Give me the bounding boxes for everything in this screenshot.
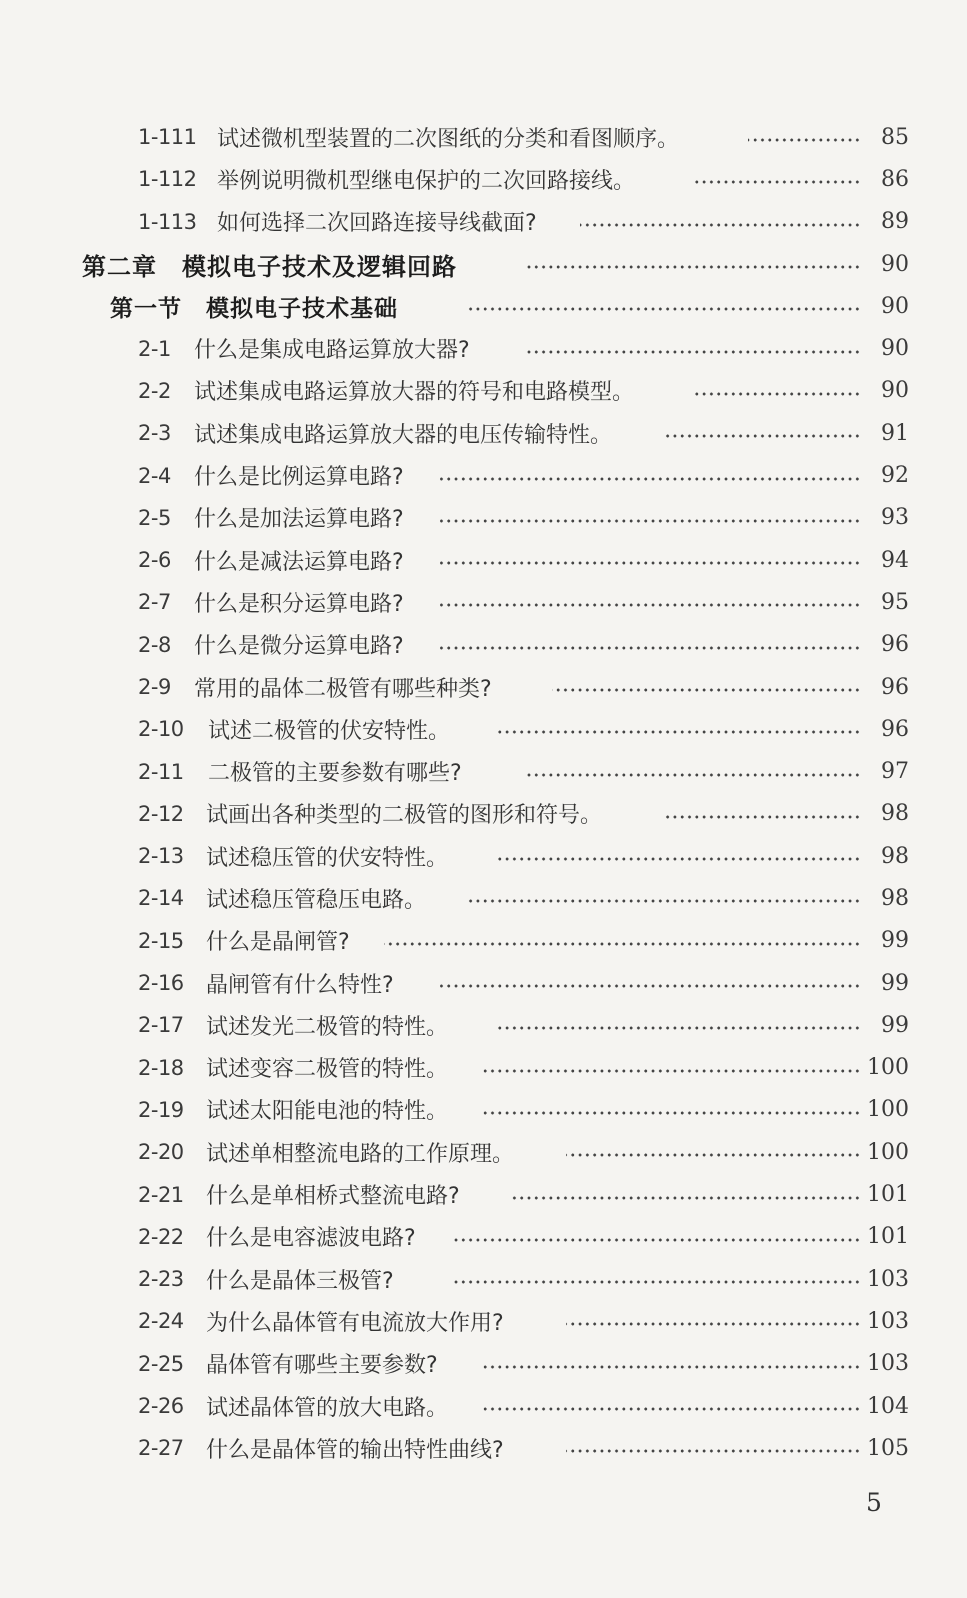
toc-entry bbox=[0, 1047, 967, 1089]
toc-entry bbox=[0, 750, 967, 792]
entry-page-number: 99 bbox=[881, 970, 909, 996]
dot-leader bbox=[580, 223, 861, 227]
entry-number: 2-7 bbox=[138, 590, 171, 615]
dot-leader bbox=[566, 1449, 861, 1453]
dot-leader bbox=[748, 138, 861, 142]
entry-title: 试述集成电路运算放大器的符号和电路模型。 bbox=[194, 380, 635, 406]
toc-entry bbox=[0, 1385, 967, 1427]
dot-leader bbox=[482, 1407, 861, 1411]
toc-entry bbox=[0, 370, 967, 412]
entry-number: 2-24 bbox=[138, 1309, 184, 1334]
entry-title: 试述单相整流电路的工作原理。 bbox=[206, 1141, 515, 1167]
dot-leader bbox=[496, 730, 861, 734]
section-entry bbox=[0, 285, 967, 327]
entry-number: 2-21 bbox=[138, 1182, 184, 1207]
entry-page-number: 95 bbox=[881, 589, 909, 615]
entry-page-number: 98 bbox=[881, 843, 909, 869]
entry-title: 什么是积分运算电路? bbox=[194, 591, 404, 617]
entry-page-number: 103 bbox=[867, 1351, 909, 1377]
entry-number: 2-20 bbox=[138, 1140, 184, 1165]
toc-entry bbox=[0, 327, 967, 369]
entry-number: 2-26 bbox=[138, 1394, 184, 1419]
entry-number: 2-23 bbox=[138, 1267, 184, 1292]
entry-title: 什么是晶闸管? bbox=[206, 930, 350, 956]
footer-page-number: 5 bbox=[866, 1488, 882, 1517]
entry-page-number: 96 bbox=[881, 674, 909, 700]
toc-entry bbox=[0, 708, 967, 750]
dot-leader bbox=[440, 603, 861, 607]
entry-title: 试述晶体管的放大电路。 bbox=[206, 1395, 449, 1421]
entry-number: 2-25 bbox=[138, 1351, 184, 1376]
entry-page-number: 99 bbox=[881, 1012, 909, 1038]
entry-page-number: 90 bbox=[881, 336, 909, 362]
dot-leader bbox=[440, 984, 861, 988]
toc-entry bbox=[0, 116, 967, 158]
dot-leader bbox=[566, 1153, 861, 1157]
toc-entry bbox=[0, 158, 967, 200]
entry-title: 什么是单相桥式整流电路? bbox=[206, 1184, 460, 1210]
entry-title: 什么是晶体管的输出特性曲线? bbox=[206, 1437, 504, 1463]
dot-leader bbox=[454, 1280, 861, 1284]
entry-title: 第二章 模拟电子技术及逻辑回路 bbox=[82, 251, 457, 281]
entry-page-number: 96 bbox=[881, 632, 909, 658]
entry-page-number: 92 bbox=[881, 463, 909, 489]
entry-number: 1-112 bbox=[138, 167, 197, 192]
dot-leader bbox=[524, 265, 861, 269]
entry-page-number: 97 bbox=[881, 759, 909, 785]
toc-entry bbox=[0, 793, 967, 835]
dot-leader bbox=[482, 1111, 861, 1115]
entry-title: 什么是电容滤波电路? bbox=[206, 1226, 416, 1252]
toc-entry bbox=[0, 1427, 967, 1469]
toc-entry bbox=[0, 581, 967, 623]
entry-number: 2-13 bbox=[138, 844, 184, 869]
toc-entry bbox=[0, 539, 967, 581]
entry-title: 试述稳压管的伏安特性。 bbox=[206, 845, 449, 871]
toc-entry bbox=[0, 412, 967, 454]
dot-leader bbox=[440, 477, 861, 481]
entry-number: 2-3 bbox=[138, 421, 171, 446]
entry-number: 2-27 bbox=[138, 1436, 184, 1461]
toc-entry bbox=[0, 1089, 967, 1131]
entry-title: 二极管的主要参数有哪些? bbox=[208, 761, 462, 787]
toc-entry bbox=[0, 1216, 967, 1258]
entry-title: 试画出各种类型的二极管的图形和符号。 bbox=[206, 803, 603, 829]
entry-title: 什么是加法运算电路? bbox=[194, 507, 404, 533]
entry-page-number: 90 bbox=[881, 293, 909, 319]
dot-leader bbox=[384, 942, 861, 946]
toc-entry bbox=[0, 877, 967, 919]
entry-page-number: 94 bbox=[881, 547, 909, 573]
toc-entry bbox=[0, 962, 967, 1004]
toc-entry bbox=[0, 835, 967, 877]
entry-page-number: 104 bbox=[867, 1393, 909, 1419]
entry-title: 为什么晶体管有电流放大作用? bbox=[206, 1310, 504, 1336]
dot-leader bbox=[468, 899, 861, 903]
entry-page-number: 85 bbox=[881, 124, 909, 150]
entry-number: 1-113 bbox=[138, 209, 197, 234]
dot-leader bbox=[692, 392, 861, 396]
toc-entry bbox=[0, 1300, 967, 1342]
toc-entry bbox=[0, 454, 967, 496]
dot-leader bbox=[524, 350, 861, 354]
chapter-entry bbox=[0, 243, 967, 285]
entry-title: 如何选择二次回路连接导线截面? bbox=[217, 211, 537, 237]
entry-number: 2-12 bbox=[138, 801, 184, 826]
toc-entry bbox=[0, 1343, 967, 1385]
entry-page-number: 103 bbox=[867, 1308, 909, 1334]
entry-number: 2-14 bbox=[138, 886, 184, 911]
entry-page-number: 101 bbox=[867, 1182, 909, 1208]
entry-title: 什么是微分运算电路? bbox=[194, 634, 404, 660]
entry-page-number: 93 bbox=[881, 505, 909, 531]
entry-title: 第一节 模拟电子技术基础 bbox=[110, 294, 398, 322]
entry-page-number: 100 bbox=[867, 1097, 909, 1123]
entry-page-number: 90 bbox=[881, 251, 909, 277]
dot-leader bbox=[566, 1322, 861, 1326]
dot-leader bbox=[482, 1069, 861, 1073]
entry-title: 试述集成电路运算放大器的电压传输特性。 bbox=[194, 422, 613, 448]
entry-title: 晶体管有哪些主要参数? bbox=[206, 1353, 438, 1379]
toc-entry bbox=[0, 666, 967, 708]
entry-number: 2-9 bbox=[138, 675, 171, 699]
entry-title: 试述变容二极管的特性。 bbox=[206, 1057, 449, 1083]
entry-number: 2-19 bbox=[138, 1097, 184, 1122]
entry-number: 2-15 bbox=[138, 928, 184, 953]
entry-number: 2-11 bbox=[138, 759, 184, 784]
entry-number: 2-5 bbox=[138, 505, 171, 530]
entry-page-number: 86 bbox=[881, 166, 909, 192]
toc-entry bbox=[0, 1004, 967, 1046]
entry-title: 什么是晶体三极管? bbox=[206, 1268, 394, 1294]
entry-number: 2-1 bbox=[138, 336, 171, 361]
entry-number: 2-22 bbox=[138, 1224, 184, 1249]
entry-page-number: 96 bbox=[881, 716, 909, 742]
entry-page-number: 100 bbox=[867, 1055, 909, 1081]
dot-leader bbox=[454, 1238, 861, 1242]
entry-title: 举例说明微机型继电保护的二次回路接线。 bbox=[217, 168, 636, 194]
toc-entry bbox=[0, 920, 967, 962]
entry-page-number: 91 bbox=[881, 420, 909, 446]
entry-page-number: 101 bbox=[867, 1224, 909, 1250]
entry-title: 试述稳压管稳压电路。 bbox=[206, 887, 427, 913]
dot-leader bbox=[466, 307, 861, 311]
entry-number: 2-16 bbox=[138, 971, 184, 996]
entry-title: 试述微机型装置的二次图纸的分类和看图顺序。 bbox=[217, 126, 680, 152]
entry-title: 试述发光二极管的特性。 bbox=[206, 1014, 449, 1040]
dot-leader bbox=[482, 1365, 861, 1369]
entry-page-number: 89 bbox=[881, 209, 909, 235]
dot-leader bbox=[524, 773, 861, 777]
dot-leader bbox=[440, 646, 861, 650]
toc-entry bbox=[0, 1258, 967, 1300]
dot-leader bbox=[496, 1026, 861, 1030]
entry-number: 2-18 bbox=[138, 1055, 184, 1080]
entry-number: 2-2 bbox=[138, 378, 171, 403]
entry-number: 2-6 bbox=[138, 548, 171, 573]
entry-number: 2-17 bbox=[138, 1013, 184, 1038]
dot-leader bbox=[510, 1196, 861, 1200]
entry-page-number: 90 bbox=[881, 378, 909, 404]
dot-leader bbox=[496, 857, 861, 861]
entry-title: 试述太阳能电池的特性。 bbox=[206, 1099, 449, 1125]
entry-page-number: 103 bbox=[867, 1266, 909, 1292]
entry-page-number: 105 bbox=[867, 1435, 909, 1461]
entry-number: 1-111 bbox=[138, 125, 197, 150]
entry-page-number: 99 bbox=[881, 928, 909, 954]
entry-title: 什么是集成电路运算放大器? bbox=[194, 338, 470, 364]
dot-leader bbox=[664, 815, 861, 819]
table-of-contents bbox=[0, 116, 967, 1470]
entry-page-number: 98 bbox=[881, 885, 909, 911]
entry-number: 2-10 bbox=[138, 717, 184, 742]
entry-title: 试述二极管的伏安特性。 bbox=[208, 718, 451, 744]
dot-leader bbox=[664, 434, 861, 438]
entry-number: 2-8 bbox=[138, 632, 171, 657]
toc-entry bbox=[0, 201, 967, 243]
entry-title: 什么是减法运算电路? bbox=[194, 549, 404, 575]
entry-number: 2-4 bbox=[138, 463, 171, 488]
entry-page-number: 98 bbox=[881, 801, 909, 827]
dot-leader bbox=[552, 688, 861, 692]
entry-title: 晶闸管有什么特性? bbox=[206, 972, 394, 998]
toc-entry bbox=[0, 624, 967, 666]
entry-title: 什么是比例运算电路? bbox=[194, 465, 404, 491]
dot-leader bbox=[692, 180, 861, 184]
entry-page-number: 100 bbox=[867, 1139, 909, 1165]
toc-entry bbox=[0, 1131, 967, 1173]
dot-leader bbox=[440, 519, 861, 523]
toc-entry bbox=[0, 1173, 967, 1215]
dot-leader bbox=[440, 561, 861, 565]
entry-title: 常用的晶体二极管有哪些种类? bbox=[194, 676, 492, 702]
toc-entry bbox=[0, 497, 967, 539]
